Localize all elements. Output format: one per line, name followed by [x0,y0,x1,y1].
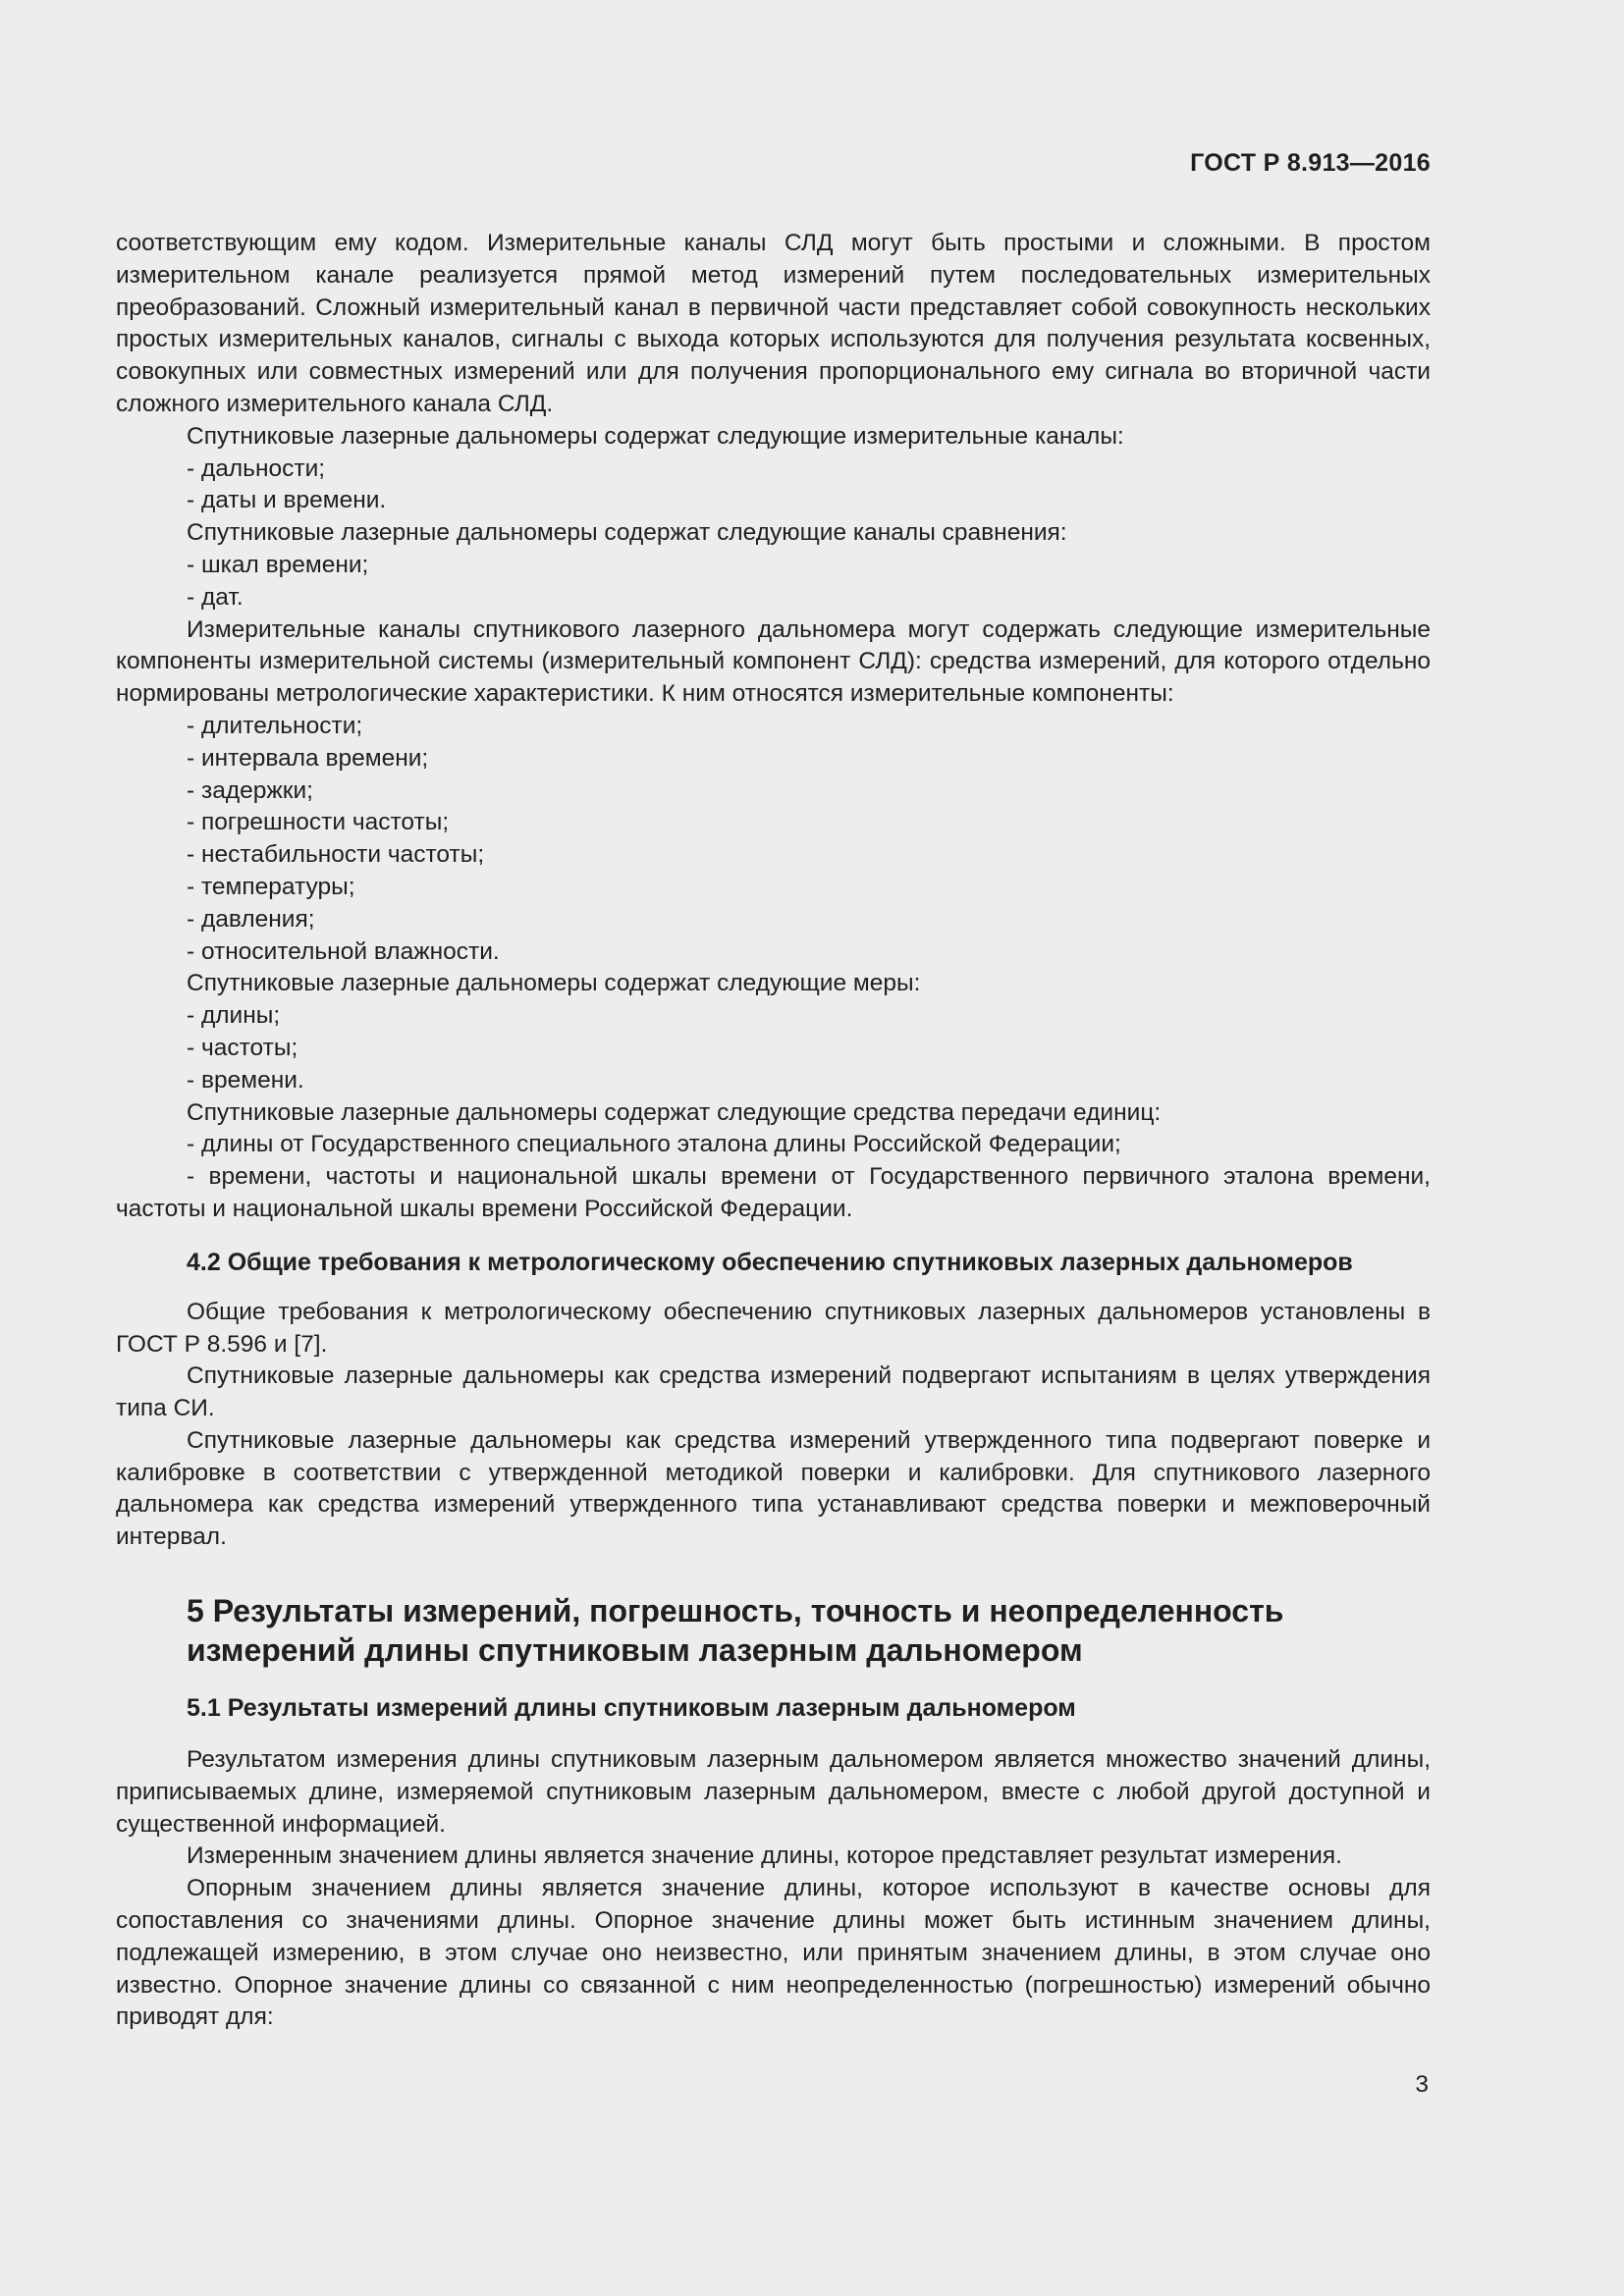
list-item: - погрешности частоты; [187,809,450,836]
list-item: - дат. [187,583,244,611]
list-item: - задержки; [187,776,313,804]
paragraph: соответствующим ему кодом. Измерительные каналы СЛД могут быть простыми и сложными. В простом измерительном канале реализуется прямой метод измерений путем последовательных измерительных преобразований. Сложный измерительный канал в первичной части представляет собой совокупность нескольких простых измерительных каналов, сигналы с выхода которых используются для получения результата косвенных, совокупных или совместных измерений или для получения пропорционального ему сигнала во вторичной части сложного измерительного канала СЛД. [116,230,1431,417]
document-code-header: ГОСТ Р 8.913—2016 [1190,149,1431,177]
paragraph: Спутниковые лазерные дальномеры содержат следующие каналы сравнения: [187,519,1067,547]
page-number: 3 [1415,2071,1429,2098]
list-item: - интервала времени; [187,744,429,772]
paragraph: Опорным значением длины является значение длины, которое используют в качестве основы для сопоставления со значениями длины. Опорное значение длины может быть истинным значением длины, подлежащей измерению, в этом случае оно неизвестно, или принятым значением длины, в этом случае оно известно. Опорное значение длины со связанной с ним неопределенностью (погрешностью) измерений обычно приводят для: [116,1875,1431,2031]
paragraph: Спутниковые лазерные дальномеры содержат следующие измерительные каналы: [187,422,1124,450]
list-item: - длины от Государственного специального эталона длины Российской Федерации; [187,1131,1121,1158]
paragraph: - времени, частоты и национальной шкалы времени от Государственного первичного эталона времени, частоты и национальной шкалы времени Российской Федерации. [116,1163,1431,1222]
section-heading-5-1: 5.1 Результаты измерений длины спутниковым лазерным дальномером [187,1694,1076,1723]
list-item: - относительной влажности. [187,937,500,965]
list-item: - нестабильности частоты; [187,841,485,869]
list-item: - давления; [187,905,315,933]
document-body [116,228,1431,2034]
paragraph: Измеренным значением длины является значение длины, которое представляет результат измерения. [187,1842,1342,1870]
list-item: - дальности; [187,454,326,482]
list-item: - длины; [187,1002,281,1030]
list-item: - частоты; [187,1034,298,1061]
list-item: - температуры; [187,873,355,900]
list-item: - длительности; [187,712,363,739]
paragraph: Спутниковые лазерные дальномеры содержат следующие средства передачи единиц: [187,1098,1162,1126]
paragraph: Результатом измерения длины спутниковым лазерным дальномером является множество значений длины, приписываемых длине, измеряемой спутниковым лазерным дальномером, вместе с любой другой доступной и существенной информацией. [116,1746,1431,1838]
section-heading-5: 5 Результаты измерений, погрешность, точность и неопределенность измерений длины спутниковым лазерным дальномером [187,1593,1284,1669]
list-item: - шкал времени; [187,551,369,578]
section-heading-4-2: 4.2 Общие требования к метрологическому обеспечению спутниковых лазерных дальномеров [187,1248,1353,1276]
list-item: - времени. [187,1066,304,1094]
paragraph: Спутниковые лазерные дальномеры как средства измерений утвержденного типа подвергают поверке и калибровке в соответствии с утвержденной методикой поверки и калибровки. Для спутникового лазерного дальномера как средства измерений утвержденного типа устанавливают средства поверки и межповерочный интервал. [116,1426,1431,1551]
list-item: - даты и времени. [187,487,387,514]
paragraph: Спутниковые лазерные дальномеры как средства измерений подвергают испытаниям в целях утверждения типа СИ. [116,1362,1431,1422]
paragraph: Измерительные каналы спутникового лазерного дальномера могут содержать следующие измерительные компоненты измерительной системы (измерительный компонент СЛД): средства измерений, для которого отдельно нормированы метрологические характеристики. К ним относятся измерительные компоненты: [116,615,1431,708]
paragraph: Общие требования к метрологическому обеспечению спутниковых лазерных дальномеров установлены в ГОСТ Р 8.596 и [7]. [116,1298,1431,1358]
paragraph: Спутниковые лазерные дальномеры содержат следующие меры: [187,970,921,997]
